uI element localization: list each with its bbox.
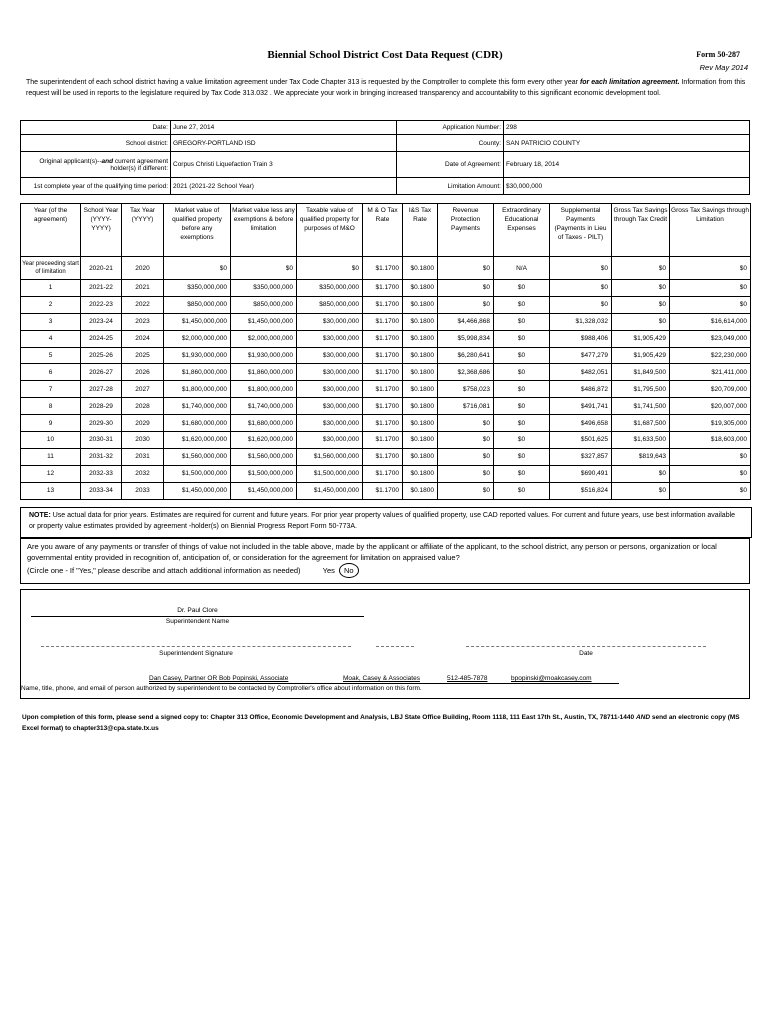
- table-cell[interactable]: 2028: [122, 398, 164, 415]
- table-cell[interactable]: $0.1800: [403, 330, 438, 347]
- table-cell[interactable]: $1.1700: [363, 381, 403, 398]
- table-cell: 5: [21, 347, 81, 364]
- form-title: Biennial School District Cost Data Request (CDR): [267, 49, 503, 61]
- table-cell[interactable]: $30,000,000: [297, 432, 363, 449]
- table-cell[interactable]: $0: [494, 465, 550, 482]
- table-row: [21, 347, 751, 364]
- contact-line: [149, 683, 619, 684]
- table-cell[interactable]: $20,007,000: [670, 398, 751, 415]
- table-cell[interactable]: $0: [494, 482, 550, 499]
- date-line[interactable]: [466, 646, 706, 647]
- table-cell[interactable]: 2021-22: [81, 280, 122, 297]
- table-row: [21, 482, 751, 499]
- table-cell[interactable]: $0: [670, 465, 751, 482]
- table-cell[interactable]: $758,023: [438, 381, 494, 398]
- cost-data-table: [20, 203, 751, 500]
- table-cell[interactable]: $0: [612, 313, 670, 330]
- form-number: Form 50-287: [696, 50, 740, 59]
- table-cell[interactable]: $1,680,000,000: [164, 415, 231, 432]
- table-cell[interactable]: 2024-25: [81, 330, 122, 347]
- date-label: Date: [579, 650, 593, 657]
- superintendent-name-label: Superintendent Name: [165, 618, 230, 625]
- table-cell[interactable]: $0.1800: [403, 257, 438, 280]
- table-cell: 11: [21, 448, 81, 465]
- payments-question-box: [20, 538, 750, 584]
- payments-question-text: Are you aware of any payments or transfer of things of value not included in the table above, made by the applicant or affiliate of the applicant, to the school district, any person or persons, organization or local governmental entity provided in recognition of, anticipation of, or consideration for the agreement for limitation on appraised value?: [27, 542, 717, 562]
- table-cell[interactable]: $0: [494, 398, 550, 415]
- table-cell: 1: [21, 280, 81, 297]
- table-cell[interactable]: $0: [670, 280, 751, 297]
- column-header: M & O Tax Rate: [363, 204, 403, 257]
- table-cell[interactable]: $1.1700: [363, 296, 403, 313]
- table-cell: 9: [21, 415, 81, 432]
- agreement-info-table: [20, 120, 750, 195]
- table-cell[interactable]: $6,280,641: [438, 347, 494, 364]
- table-header-row: [21, 204, 751, 257]
- table-cell[interactable]: $1,800,000,000: [231, 381, 297, 398]
- table-cell[interactable]: $1,450,000,000: [164, 482, 231, 499]
- table-cell[interactable]: 2027-28: [81, 381, 122, 398]
- table-cell[interactable]: $0.1800: [403, 381, 438, 398]
- table-cell: 2: [21, 296, 81, 313]
- table-cell[interactable]: $1.1700: [363, 347, 403, 364]
- table-cell[interactable]: $1,633,500: [612, 432, 670, 449]
- table-cell[interactable]: $16,614,000: [670, 313, 751, 330]
- date-label: Date:: [21, 121, 171, 135]
- table-cell: 4: [21, 330, 81, 347]
- table-cell[interactable]: $2,000,000,000: [231, 330, 297, 347]
- column-header: Supplemental Payments (Payments in Lieu of Taxes - PILT): [550, 204, 612, 257]
- answer-yes[interactable]: Yes: [322, 566, 335, 575]
- table-cell[interactable]: $0: [494, 381, 550, 398]
- limitation-amount-label: Limitation Amount:: [397, 178, 504, 195]
- county-label: County:: [397, 135, 504, 152]
- intro-text: The superintendent of each school district having a value limitation agreement under Tax Code Chapter 313 is requested by the Comptroller to complete this form every other year for each limitation agreement. Information from this request will be used in reports to the legislature required by Tax Code 313.032 . We appreciate your work in bringing increased transparency and accountability to this significant economic development tool.: [26, 79, 746, 97]
- table-cell[interactable]: 2031: [122, 448, 164, 465]
- table-cell[interactable]: 2025-26: [81, 347, 122, 364]
- table-cell[interactable]: $0.1800: [403, 398, 438, 415]
- table-cell[interactable]: $0: [612, 257, 670, 280]
- table-cell[interactable]: 2020-21: [81, 257, 122, 280]
- column-header: Market value less any exemptions & before limitation: [231, 204, 297, 257]
- column-header: Taxable value of qualified property for purposes of M&O: [297, 204, 363, 257]
- table-cell: 7: [21, 381, 81, 398]
- answer-no-circled[interactable]: No: [339, 563, 359, 578]
- table-cell[interactable]: $0: [612, 465, 670, 482]
- table-cell[interactable]: $0: [164, 257, 231, 280]
- table-cell[interactable]: 2028-29: [81, 398, 122, 415]
- table-cell[interactable]: 2023-24: [81, 313, 122, 330]
- table-cell[interactable]: $819,643: [612, 448, 670, 465]
- table-row: [21, 296, 751, 313]
- table-cell[interactable]: $0: [494, 432, 550, 449]
- table-cell[interactable]: $1.1700: [363, 330, 403, 347]
- contact-label: Name, title, phone, and email of person authorized by superintendent to be contacted by Comptroller's office about information on this form.: [21, 685, 422, 692]
- table-cell[interactable]: $1.1700: [363, 448, 403, 465]
- table-row: [21, 313, 751, 330]
- table-cell[interactable]: $850,000,000: [164, 296, 231, 313]
- table-cell: Year preceeding start of limitation: [21, 257, 81, 280]
- note-box: NOTE: Use actual data for prior years. Estimates are required for current and future years. For prior year property values of qualified property, use CAD reported values. For current and future years, use best information available or property value estimates provided by agreement -holder(s) on Biennial Progress Report Form 50-773A.: [20, 507, 752, 538]
- table-cell[interactable]: $20,709,000: [670, 381, 751, 398]
- table-cell[interactable]: $2,368,686: [438, 364, 494, 381]
- contact-phone[interactable]: 512-485-7878: [447, 675, 488, 682]
- applicant-label: Original applicant(s)--and current agreement holder(s) if different:: [21, 152, 171, 178]
- table-cell[interactable]: $0: [494, 280, 550, 297]
- table-cell[interactable]: $1,450,000,000: [164, 313, 231, 330]
- table-cell[interactable]: $1.1700: [363, 364, 403, 381]
- table-cell: 10: [21, 432, 81, 449]
- table-cell[interactable]: $1,560,000,000: [164, 448, 231, 465]
- table-row: [21, 330, 751, 347]
- table-cell[interactable]: $30,000,000: [297, 330, 363, 347]
- table-cell[interactable]: $0: [550, 257, 612, 280]
- table-cell[interactable]: $0: [550, 280, 612, 297]
- table-row: [21, 257, 751, 280]
- table-cell[interactable]: $1,800,000,000: [164, 381, 231, 398]
- table-cell[interactable]: N/A: [494, 257, 550, 280]
- date-value[interactable]: June 27, 2014: [171, 121, 397, 135]
- table-cell[interactable]: 2020: [122, 257, 164, 280]
- table-cell: 13: [21, 482, 81, 499]
- column-header: Gross Tax Savings through Tax Credit: [612, 204, 670, 257]
- superintendent-name-line: [31, 616, 364, 617]
- superintendent-name[interactable]: Dr. Paul Clore: [177, 607, 218, 614]
- table-cell[interactable]: $1,930,000,000: [164, 347, 231, 364]
- table-row: [21, 465, 751, 482]
- table-row: [21, 280, 751, 297]
- table-cell[interactable]: $0: [438, 415, 494, 432]
- table-cell[interactable]: $1,450,000,000: [297, 482, 363, 499]
- table-cell[interactable]: $850,000,000: [297, 296, 363, 313]
- agreement-date-label: Date of Agreement:: [397, 152, 504, 178]
- table-cell[interactable]: $0: [612, 482, 670, 499]
- table-cell[interactable]: $0.1800: [403, 313, 438, 330]
- table-cell[interactable]: $486,872: [550, 381, 612, 398]
- first-year-value[interactable]: 2021 (2021-22 School Year): [171, 178, 397, 195]
- table-cell[interactable]: $0.1800: [403, 448, 438, 465]
- table-cell[interactable]: $1,620,000,000: [231, 432, 297, 449]
- table-row: [21, 398, 751, 415]
- table-cell[interactable]: $0.1800: [403, 296, 438, 313]
- table-cell[interactable]: 2027: [122, 381, 164, 398]
- limitation-amount-value[interactable]: $30,000,000: [504, 178, 750, 195]
- table-row: [21, 432, 751, 449]
- table-cell[interactable]: $350,000,000: [297, 280, 363, 297]
- table-cell[interactable]: $0: [438, 432, 494, 449]
- table-cell[interactable]: $1,905,429: [612, 330, 670, 347]
- contact-email[interactable]: bpopinski@moakcasey.com: [511, 675, 592, 682]
- table-cell[interactable]: $1,450,000,000: [231, 313, 297, 330]
- contact-firm[interactable]: Moak, Casey & Associates: [343, 675, 420, 682]
- table-cell[interactable]: 2021: [122, 280, 164, 297]
- table-cell[interactable]: $0: [438, 280, 494, 297]
- revision-date: Rev May 2014: [699, 63, 748, 72]
- table-cell[interactable]: $30,000,000: [297, 364, 363, 381]
- table-cell[interactable]: $0: [494, 364, 550, 381]
- table-cell[interactable]: $0.1800: [403, 364, 438, 381]
- table-cell[interactable]: $1,500,000,000: [297, 465, 363, 482]
- table-cell[interactable]: $1,560,000,000: [297, 448, 363, 465]
- table-cell[interactable]: $1,687,500: [612, 415, 670, 432]
- table-cell[interactable]: 2024: [122, 330, 164, 347]
- table-cell[interactable]: 2033: [122, 482, 164, 499]
- table-cell[interactable]: $1.1700: [363, 257, 403, 280]
- table-cell[interactable]: $1,500,000,000: [231, 465, 297, 482]
- table-cell[interactable]: $0.1800: [403, 415, 438, 432]
- table-cell[interactable]: $477,279: [550, 347, 612, 364]
- column-header: Market value of qualified property before any exemptions: [164, 204, 231, 257]
- table-cell[interactable]: $0: [494, 313, 550, 330]
- table-cell[interactable]: $18,603,000: [670, 432, 751, 449]
- table-cell[interactable]: 2029-30: [81, 415, 122, 432]
- school-district-label: School district:: [21, 135, 171, 152]
- table-body: [21, 257, 751, 500]
- column-header: Year (of the agreement): [21, 204, 81, 257]
- table-cell[interactable]: $1.1700: [363, 415, 403, 432]
- table-cell[interactable]: $1,741,500: [612, 398, 670, 415]
- table-cell[interactable]: $988,406: [550, 330, 612, 347]
- table-cell[interactable]: 2029: [122, 415, 164, 432]
- table-cell[interactable]: $850,000,000: [231, 296, 297, 313]
- signature-line[interactable]: [41, 646, 351, 647]
- table-cell[interactable]: $496,658: [550, 415, 612, 432]
- table-cell[interactable]: 2032: [122, 465, 164, 482]
- table-cell[interactable]: $0: [438, 296, 494, 313]
- table-cell[interactable]: $30,000,000: [297, 347, 363, 364]
- table-cell[interactable]: $1.1700: [363, 280, 403, 297]
- table-cell[interactable]: $2,000,000,000: [164, 330, 231, 347]
- table-cell[interactable]: $0: [494, 347, 550, 364]
- superintendent-signature-label: Superintendent Signature: [159, 650, 233, 657]
- table-cell[interactable]: 2026-27: [81, 364, 122, 381]
- table-cell[interactable]: 2031-32: [81, 448, 122, 465]
- table-cell[interactable]: $1,860,000,000: [164, 364, 231, 381]
- table-cell[interactable]: $0: [670, 257, 751, 280]
- column-header: School Year (YYYY-YYYY): [81, 204, 122, 257]
- table-cell[interactable]: $30,000,000: [297, 313, 363, 330]
- table-cell[interactable]: $1,849,500: [612, 364, 670, 381]
- table-cell[interactable]: $1,860,000,000: [231, 364, 297, 381]
- application-number-label: Application Number:: [397, 121, 504, 135]
- table-cell[interactable]: 2030-31: [81, 432, 122, 449]
- table-cell[interactable]: $0: [494, 415, 550, 432]
- table-cell[interactable]: $30,000,000: [297, 415, 363, 432]
- table-cell: 3: [21, 313, 81, 330]
- table-cell[interactable]: $516,824: [550, 482, 612, 499]
- table-cell[interactable]: 2023: [122, 313, 164, 330]
- table-cell[interactable]: $0: [550, 296, 612, 313]
- table-cell[interactable]: 2022: [122, 296, 164, 313]
- circle-instruction: (Circle one - If "Yes," please describe and attach additional information as needed): [27, 566, 301, 575]
- table-cell[interactable]: $690,491: [550, 465, 612, 482]
- table-cell[interactable]: 2032-33: [81, 465, 122, 482]
- table-cell[interactable]: $1.1700: [363, 482, 403, 499]
- table-cell[interactable]: $716,081: [438, 398, 494, 415]
- table-cell[interactable]: $23,049,000: [670, 330, 751, 347]
- table-cell[interactable]: $0: [670, 482, 751, 499]
- contact-name[interactable]: Dan Casey, Partner OR Bob Popinski, Associate: [149, 675, 289, 682]
- table-cell[interactable]: $491,741: [550, 398, 612, 415]
- table-cell[interactable]: 2026: [122, 364, 164, 381]
- table-cell[interactable]: 2030: [122, 432, 164, 449]
- table-cell[interactable]: $0.1800: [403, 280, 438, 297]
- table-cell[interactable]: $482,051: [550, 364, 612, 381]
- agreement-date-value[interactable]: February 18, 2014: [504, 152, 750, 178]
- county-value[interactable]: SAN PATRICIO COUNTY: [504, 135, 750, 152]
- table-cell[interactable]: $501,625: [550, 432, 612, 449]
- table-cell[interactable]: 2025: [122, 347, 164, 364]
- table-cell[interactable]: $4,466,868: [438, 313, 494, 330]
- table-cell[interactable]: $0.1800: [403, 432, 438, 449]
- table-row: [21, 381, 751, 398]
- signature-box: [20, 589, 750, 699]
- table-cell[interactable]: $1,905,429: [612, 347, 670, 364]
- table-cell[interactable]: $1,740,000,000: [164, 398, 231, 415]
- table-cell[interactable]: $0: [438, 448, 494, 465]
- table-cell[interactable]: $1,620,000,000: [164, 432, 231, 449]
- table-row: [21, 415, 751, 432]
- table-cell[interactable]: $0: [438, 482, 494, 499]
- application-number-value[interactable]: 298: [504, 121, 750, 135]
- table-cell[interactable]: $30,000,000: [297, 398, 363, 415]
- table-cell[interactable]: $0: [494, 448, 550, 465]
- table-cell[interactable]: 2033-34: [81, 482, 122, 499]
- table-cell[interactable]: $5,998,834: [438, 330, 494, 347]
- table-cell[interactable]: $22,230,000: [670, 347, 751, 364]
- table-cell[interactable]: 2022-23: [81, 296, 122, 313]
- table-cell: 12: [21, 465, 81, 482]
- column-header: I&S Tax Rate: [403, 204, 438, 257]
- submission-instructions: Upon completion of this form, please send a signed copy to: Chapter 313 Office, Economic Development and Analysis, LBJ State Office Building, Room 1118, 111 East 17th St., Austin, TX, 78711-1440 AND send an electronic copy (MS Excel format) to chapter313@cpa.state.tx.us: [22, 714, 740, 732]
- table-cell[interactable]: $0: [438, 465, 494, 482]
- table-cell[interactable]: $19,305,000: [670, 415, 751, 432]
- table-cell[interactable]: $1.1700: [363, 398, 403, 415]
- table-cell[interactable]: $1,795,500: [612, 381, 670, 398]
- table-cell[interactable]: $1.1700: [363, 465, 403, 482]
- table-cell: 6: [21, 364, 81, 381]
- table-row: [21, 364, 751, 381]
- table-cell[interactable]: $0: [494, 296, 550, 313]
- table-cell[interactable]: $0.1800: [403, 482, 438, 499]
- column-header: Revenue Protection Payments: [438, 204, 494, 257]
- column-header: Tax Year (YYYY): [122, 204, 164, 257]
- table-cell[interactable]: $1,560,000,000: [231, 448, 297, 465]
- table-cell[interactable]: $0: [612, 296, 670, 313]
- first-year-label: 1st complete year of the qualifying time period:: [21, 178, 171, 195]
- table-cell[interactable]: $1,450,000,000: [231, 482, 297, 499]
- table-cell[interactable]: $327,857: [550, 448, 612, 465]
- table-row: [21, 448, 751, 465]
- table-cell[interactable]: $1.1700: [363, 313, 403, 330]
- table-cell[interactable]: $350,000,000: [164, 280, 231, 297]
- table-cell[interactable]: $0: [297, 257, 363, 280]
- table-cell[interactable]: $350,000,000: [231, 280, 297, 297]
- table-cell[interactable]: $0: [612, 280, 670, 297]
- table-cell[interactable]: $0: [494, 330, 550, 347]
- table-cell: 8: [21, 398, 81, 415]
- table-cell[interactable]: $0.1800: [403, 465, 438, 482]
- table-cell[interactable]: $1,500,000,000: [164, 465, 231, 482]
- table-cell[interactable]: $1,328,032: [550, 313, 612, 330]
- column-header: Gross Tax Savings through Limitation: [670, 204, 751, 257]
- school-district-value[interactable]: GREGORY-PORTLAND ISD: [171, 135, 397, 152]
- table-cell[interactable]: $21,411,000: [670, 364, 751, 381]
- table-cell[interactable]: $30,000,000: [297, 381, 363, 398]
- table-cell[interactable]: $0: [438, 257, 494, 280]
- table-cell[interactable]: $0: [231, 257, 297, 280]
- table-cell[interactable]: $0.1800: [403, 347, 438, 364]
- table-cell[interactable]: $1,680,000,000: [231, 415, 297, 432]
- column-header: Extraordinary Educational Expenses: [494, 204, 550, 257]
- applicant-value[interactable]: Corpus Christi Liquefaction Train 3: [171, 152, 397, 178]
- table-cell[interactable]: $1,740,000,000: [231, 398, 297, 415]
- signature-line-short: [376, 646, 414, 647]
- table-cell[interactable]: $0: [670, 448, 751, 465]
- table-cell[interactable]: $1.1700: [363, 432, 403, 449]
- table-cell[interactable]: $1,930,000,000: [231, 347, 297, 364]
- table-cell[interactable]: $0: [670, 296, 751, 313]
